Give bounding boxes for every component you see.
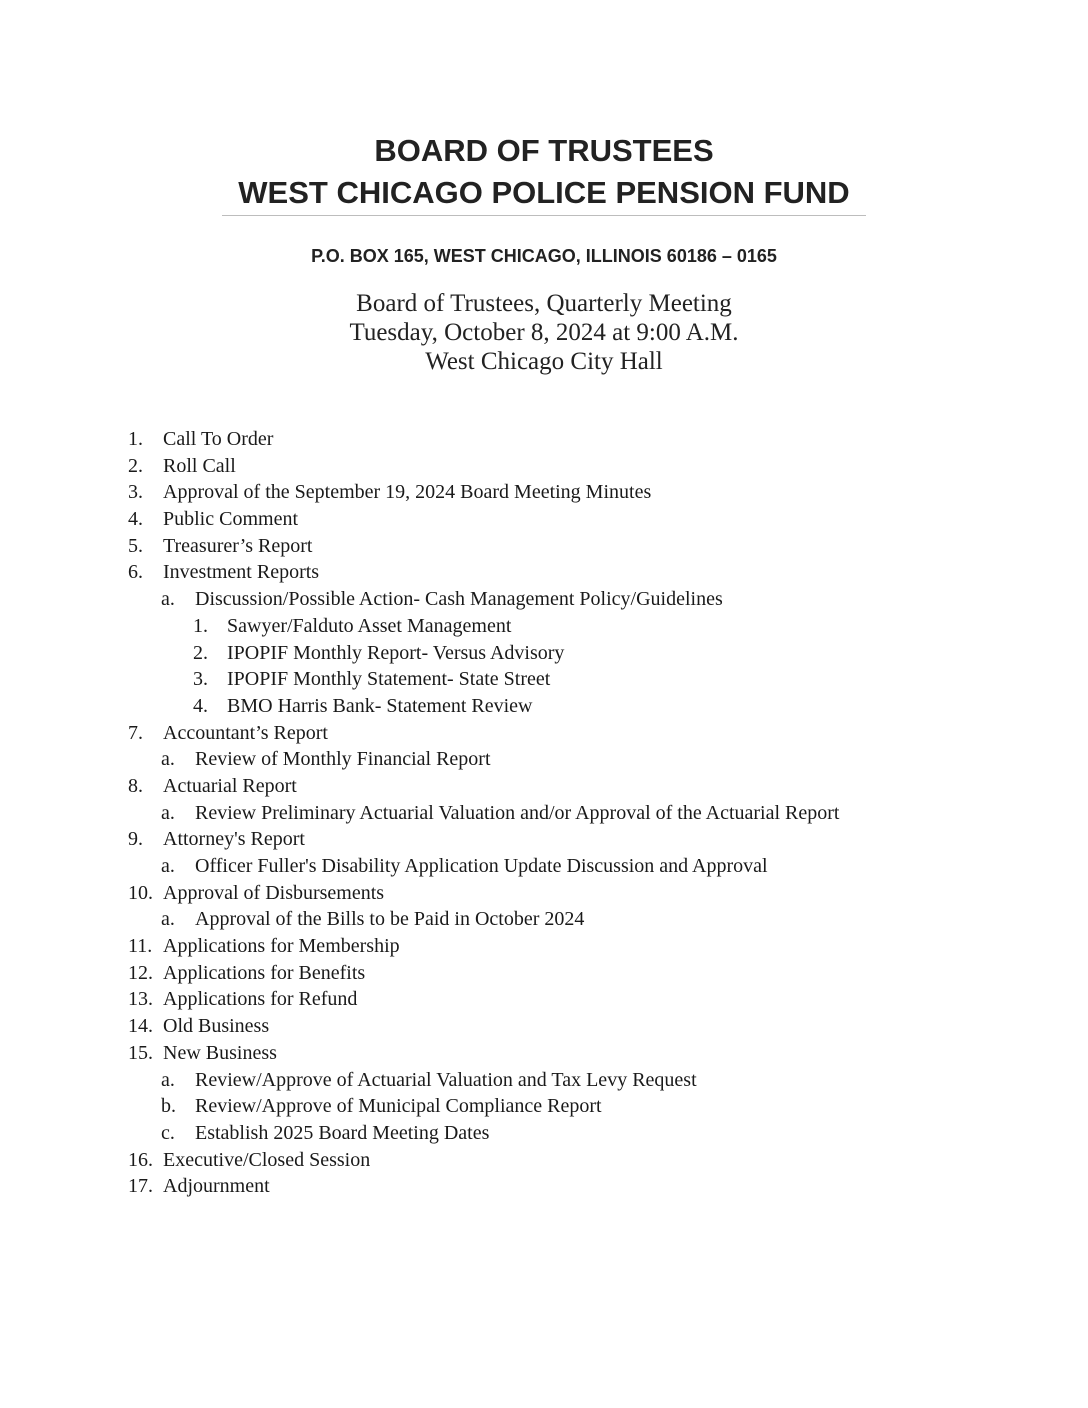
agenda-item [0,1147,1088,1174]
agenda-item-text: Review/Approve of Municipal Compliance Report [195,1095,602,1118]
agenda-item-text: Review/Approve of Actuarial Valuation and Tax Levy Request [195,1068,697,1091]
agenda-item [0,960,1088,987]
agenda-item-text: Adjournment [163,1175,270,1198]
agenda-item-marker: 1. [193,614,208,637]
agenda-item-marker: 17. [128,1175,153,1198]
agenda-item-marker: a. [161,748,175,771]
agenda-item [0,506,1088,533]
agenda-item [0,1013,1088,1040]
agenda-item-marker: 13. [128,988,153,1011]
agenda-item-text: Approval of the September 19, 2024 Board Meeting Minutes [163,481,652,504]
agenda-item-marker: 3. [128,481,143,504]
meeting-location: West Chicago City Hall [425,348,663,375]
agenda-item-text: Discussion/Possible Action- Cash Management Policy/Guidelines [195,588,723,611]
agenda-item [0,880,1088,907]
agenda-item-text: Roll Call [163,454,236,477]
agenda-item [0,586,1088,613]
agenda-item-marker: 11. [128,935,153,958]
agenda-item-text: Executive/Closed Session [163,1148,371,1171]
agenda-item-marker: 9. [128,828,143,851]
agenda-item [0,533,1088,560]
agenda-item-text: Applications for Benefits [163,961,366,984]
agenda-item-marker: 16. [128,1148,153,1171]
agenda-item [0,613,1088,640]
agenda-item [0,479,1088,506]
agenda-item-text: Treasurer’s Report [163,534,313,557]
agenda-item [0,800,1088,827]
agenda-item [0,666,1088,693]
agenda-item-marker: 7. [128,721,143,744]
agenda-list [0,426,1088,1200]
agenda-item-text: Officer Fuller's Disability Application Update Discussion and Approval [195,855,768,877]
agenda-item-marker: 2. [193,641,208,664]
agenda-item [0,1093,1088,1120]
agenda-item-marker: b. [161,1095,176,1118]
agenda-item-text: Applications for Refund [163,988,358,1011]
agenda-item-text: Sawyer/Falduto Asset Management [227,614,512,637]
agenda-item-marker: 10. [128,881,153,904]
agenda-item [0,986,1088,1013]
agenda-item-marker: 8. [128,774,143,797]
agenda-item-text: Applications for Membership [163,935,400,958]
agenda-item-marker: 2. [128,454,143,477]
agenda-item-marker: a. [161,1068,175,1091]
fund-title: WEST CHICAGO POLICE PENSION FUND [238,175,850,210]
agenda-item [0,906,1088,933]
agenda-item [0,426,1088,453]
agenda-item [0,773,1088,800]
agenda-item [0,720,1088,747]
meeting-datetime: Tuesday, October 8, 2024 at 9:00 A.M. [349,319,739,346]
agenda-item-marker: a. [161,801,175,824]
agenda-item [0,1120,1088,1147]
agenda-item-marker: a. [161,908,175,931]
agenda-item-text: Review Preliminary Actuarial Valuation and/or Approval of the Actuarial Report [195,801,840,824]
agenda-item-marker: 4. [193,694,208,717]
header-divider [222,215,866,216]
agenda-item-text: BMO Harris Bank- Statement Review [227,694,533,717]
agenda-item [0,1173,1088,1200]
agenda-item [0,1040,1088,1067]
agenda-item-marker: 5. [128,534,143,557]
agenda-item-marker: 12. [128,961,153,984]
agenda-item [0,1067,1088,1094]
agenda-item-text: IPOPIF Monthly Statement- State Street [227,668,551,691]
agenda-item-text: Approval of Disbursements [163,881,385,904]
agenda-item-marker: 4. [128,508,143,531]
agenda-item-marker: 1. [128,428,143,450]
agenda-item-text: Accountant’s Report [163,721,328,744]
board-title: BOARD OF TRUSTEES [374,133,714,168]
agenda-item [0,933,1088,960]
agenda-item-text: Actuarial Report [163,774,297,797]
agenda-item-text: New Business [163,1041,277,1064]
agenda-item-text: Public Comment [163,508,298,531]
agenda-item-text: Investment Reports [163,561,320,584]
agenda-item-marker: 3. [193,668,208,691]
agenda-item-marker: c. [161,1121,175,1144]
agenda-item-text: Old Business [163,1015,270,1038]
meeting-name: Board of Trustees, Quarterly Meeting [356,290,732,317]
agenda-item-text: IPOPIF Monthly Report- Versus Advisory [227,641,565,664]
agenda-item [0,559,1088,586]
agenda-item [0,826,1088,853]
agenda-item-text: Attorney's Report [163,828,305,851]
agenda-item-marker: a. [161,588,175,611]
agenda-item-text: Review of Monthly Financial Report [195,748,491,771]
agenda-item [0,640,1088,667]
agenda-item [0,853,1088,880]
agenda-item-text: Establish 2025 Board Meeting Dates [195,1121,490,1144]
mailing-address: P.O. BOX 165, WEST CHICAGO, ILLINOIS 60186 – 0165 [311,246,777,266]
agenda-item [0,453,1088,480]
agenda-item-marker: a. [161,855,175,877]
agenda-item [0,693,1088,720]
agenda-item-marker: 15. [128,1041,153,1064]
agenda-item-marker: 14. [128,1015,153,1038]
agenda-item [0,746,1088,773]
agenda-item-text: Approval of the Bills to be Paid in October 2024 [195,908,585,931]
agenda-item-marker: 6. [128,561,143,584]
agenda-item-text: Call To Order [163,428,274,450]
